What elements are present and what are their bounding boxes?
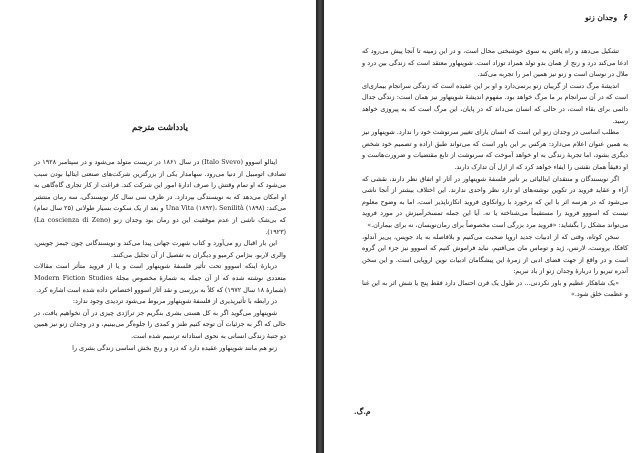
paragraph: این بار اقبال رو می‌آورد و کتاب شهرت جهانی پیدا می‌کند و نویسندگانی چون جیمز جویس، والری لاربو، بنژامن کرمیو و دیگران به تفصیل از آن تجلیل می‌کنند. xyxy=(34,239,286,259)
paragraph: دربارهٔ اینکه اسووو تحت تأثیر فلسفهٔ شوپنهاور است و یا از فروید متأثر است مقالات متعددی نوشته شده که از آن جمله به شمارهٔ مخصوص مجلهٔ Modern Fiction Studies (شمارهٔ ۱۸ سال ۱۹۷۲) که کلاً به بررسی و نقد آثار اسووو اختصاص داده شده است اشاره کرد. xyxy=(34,262,286,294)
paragraph: سخن کوتاه، وقتی که از ادبیات جدید اروپا صحبت می‌کنیم و بلافاصله به یاد جویس، پی‌یر آندلو، کافکا، پروست، لارنس، ژید و توماس مان می‌افتیم، نباید فراموش کنیم که اسووو نیز جزء این گروه است و در واقع از جهت فضای ادبی از زمرهٔ این پیشگامان ادبیات نوین اروپایی است. و این سخن آندره تیریو را دربارهٔ وجدان زنو از یاد نبریم: xyxy=(362,232,628,276)
left-page-body xyxy=(34,157,286,354)
running-title: وجدان زنو xyxy=(585,13,618,22)
paragraph: اگر نویسندگان و منتقدان ایتالیائی بر تأثیر فلسفهٔ شوپنهاور در آثار او اتفاق نظر دارند، نقشی که آراء و عقاید فروید در تکوین نوشته‌های او دارد نظر واحدی ندارند. این اختلاف بیشتر از آنجا ناشی می‌شود که در هرسه اثر با این که برخورد با روانکاوی فروید انکارناپذیر است، اما به وضوح معلوم نیست که اسووو فروید را مستقیماً می‌شناخته یا نه. آیا این جمله تمسخرآمیزش در مورد فروید می‌تواند مشکل را بگشاید: «فروید مرد بزرگی است مخصوصاً برای رمان‌نویسان، نه برای بیماران.» xyxy=(362,174,628,229)
running-head xyxy=(585,13,628,23)
paragraph: شوپنهاور می‌گوید اگر به کل هستی بشری بنگریم جز تراژدی چیزی در آن نخواهیم یافت، در حالی که اگر به جزئیات آن توجه کنیم طنز و کمدی را جلوه‌گر می‌بینیم، و در وجدان زنو نیز همین دو جنبهٔ زندگی انسانی به نحوی استادانه ترسیم شده است. xyxy=(34,308,286,340)
paragraph: در رابطه با تأثیرپذیری از فلسفهٔ شوپنهاور مربوط می‌شود تردیدی وجود ندارد: xyxy=(72,297,277,306)
book-gutter xyxy=(316,0,324,453)
left-page xyxy=(0,0,316,453)
paragraph: تشکیل می‌دهد و راه یافتن به سوی خوشبختی محال است، و در این زمینه تا آنجا پیش می‌رود که ادعا می‌کند درد و رنج از همان بدو تولد همزاد توزاد است. شوپنهاور معتقد است که زندگی بین درد و ملال در نوسان است و زنو نیز همین امر را تجربه می‌کند. xyxy=(362,47,628,79)
page-number: ۶ xyxy=(623,13,628,23)
paragraph: اندیشهٔ مرگ دست از گریبان زنو برنمی‌دارد و او بر این عقیده است که زندگی سرانجام بیماری‌ای است که در آن سرانجام بر ما مرگ خواهد بود. مفهوم اندیشهٔ شوپنهاور نیز همان است: زندگی جدال دائمی برای بقاء است، در حالی که انسان می‌داند که در پایان، این مرگ است که به پیروزی خواهد رسید. xyxy=(362,81,628,125)
right-page xyxy=(324,0,644,453)
paragraph: زنو هم مانند شوپنهاور عقیده دارد که درد و رنج بخش اساسی زندگی بشری را xyxy=(72,343,277,352)
translator-signature: م.گ. xyxy=(354,407,371,416)
paragraph: «یک شاهکار عظیم و باور نکردنی... در طول یک قرن احتمال دارد فقط پنج یا شش اثر به این غنا و عظمت خلق شود.» xyxy=(362,278,628,299)
right-page-body xyxy=(362,46,628,301)
paragraph: مطلب اساسی در وجدان زنو این است که انسان یارای تغییر سرنوشت خود را ندارد. شوپنهاور نیز به همین عنوان اعلام می‌دارد: هرکس بر این باور است که می‌تواند طبق اراده و تصمیم خود شخص دیگری بشود، اما تجربهٔ زندگی به او خواهد آموخت که سرنوشت از تابع مقتضیات و ضرورت‌هاست و او دقیقاً همان نقشی را ایفاء خواهد کرد که از ازل آن تدارک دارند. xyxy=(362,128,628,171)
section-title: یادداشت مترجم xyxy=(131,123,189,133)
paragraph: ایتالو اسووو (Italo Svevo) در سال ۱۸۶۱ در تریست متولد می‌شود و در سپتامبر ۱۹۲۸ در تصادف اتومبیل از دنیا می‌رود. سهامدار یکی از بزرگترین شرکت‌های صنعتی ایتالیا بودن سبب می‌شود که او تمام وقتش را صرف ادارهٔ امور این شرکت کند. فراغت از کار تجاری گاه‌گاهی به او امکان می‌دهد که به نویسندگی بپردازد. در ظرف سی سال کار نویسندگی، سه رمان منتشر می‌کند: Una Vita (۱۸۹۲)، Senilità (۱۸۹۸) و بعد از یک سکوت بسیار طولانی (۲۵ سال تمام) که بی‌شک ناشی از عدم موفقیت این دو رمان بود وجدان زنو (La coscienza di Zeno) (۱۹۲۳). xyxy=(34,158,286,236)
